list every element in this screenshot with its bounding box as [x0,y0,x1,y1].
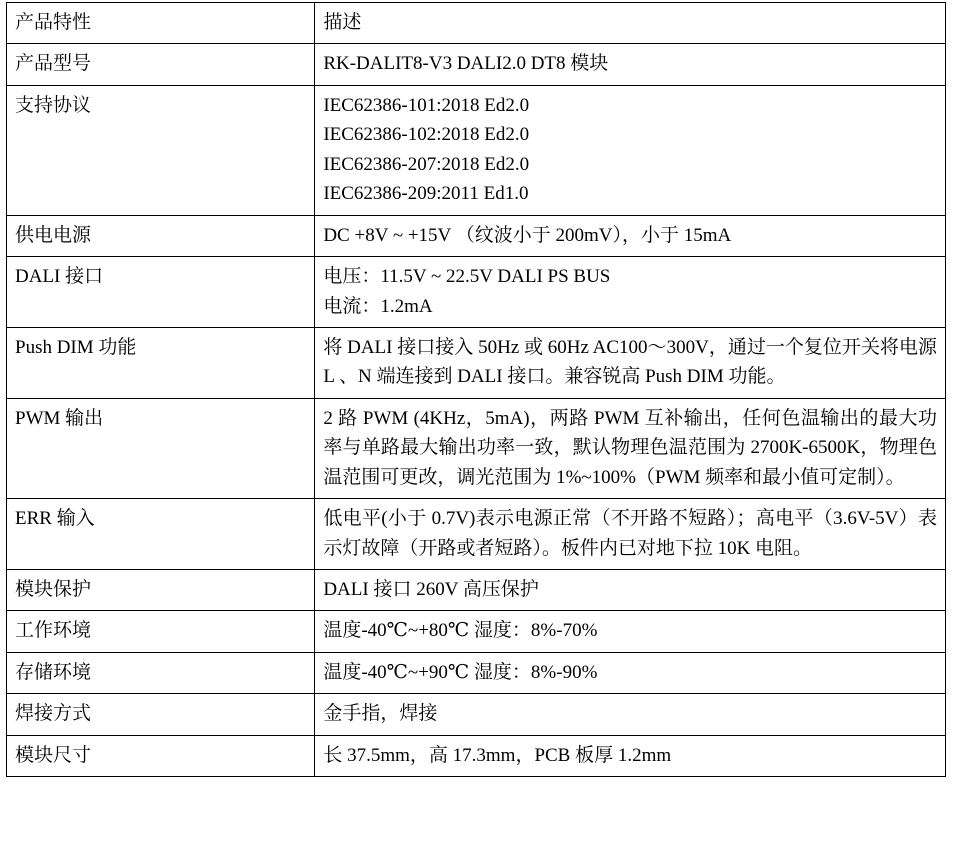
cell-feature: 存储环境 [7,652,315,693]
description-line: 温度-40℃~+90℃ 湿度：8%-90% [323,661,598,683]
table-row [7,327,946,398]
description-line: 温度-40℃~+80℃ 湿度：8%-70% [323,620,598,642]
table-row [7,570,946,611]
table-row [7,215,946,256]
cell-description [315,215,946,256]
table-row [7,735,946,776]
table-row [7,694,946,735]
cell-feature: PWM 输出 [7,398,315,498]
table-row [7,499,946,570]
cell-description [315,652,946,693]
cell-feature: 产品型号 [7,44,315,85]
table-row [7,611,946,652]
description-line: IEC62386-102:2018 Ed2.0 [323,124,530,146]
description-line: DC +8V ~ +15V （纹波小于 200mV），小于 15mA [323,224,732,246]
cell-feature: 模块尺寸 [7,735,315,776]
description-line: 电流：1.2mA [323,295,433,317]
description-line: IEC62386-207:2018 Ed2.0 [323,153,530,175]
description-line: RK-DALIT8-V3 DALI2.0 DT8 模块 [323,53,609,75]
cell-feature: DALI 接口 [7,257,315,328]
cell-feature: 工作环境 [7,611,315,652]
table-body [7,3,946,777]
table-row [7,257,946,328]
description-line: 2 路 PWM (4KHz，5mA)，两路 PWM 互补输出，任何色温输出的最大功率与单路最大输出功率一致，默认物理色温范围为 2700K-6500K，物理色温范围可更改，调光范围为 1%~100%（PWM 频率和最小值可定制）。 [323,407,937,488]
table-row [7,652,946,693]
cell-description [315,694,946,735]
cell-description [315,327,946,398]
cell-description [315,611,946,652]
cell-feature: ERR 输入 [7,499,315,570]
cell-feature: 供电电源 [7,215,315,256]
cell-description [315,499,946,570]
product-specification-table [6,2,946,777]
header-cell-feature: 产品特性 [7,3,315,44]
table-header-row [7,3,946,44]
cell-description [315,85,946,215]
cell-description [315,44,946,85]
description-line: 电压：11.5V ~ 22.5V DALI PS BUS [323,266,611,288]
cell-feature: 模块保护 [7,570,315,611]
cell-feature: Push DIM 功能 [7,327,315,398]
cell-description [315,398,946,498]
table-row [7,85,946,215]
description-line: IEC62386-101:2018 Ed2.0 [323,94,530,116]
description-line: IEC62386-209:2011 Ed1.0 [323,183,529,205]
cell-description [315,570,946,611]
cell-description [315,735,946,776]
cell-feature: 焊接方式 [7,694,315,735]
table-row [7,44,946,85]
description-line: 长 37.5mm，高 17.3mm，PCB 板厚 1.2mm [323,744,672,766]
cell-description [315,257,946,328]
description-line: DALI 接口 260V 高压保护 [323,579,539,600]
table-row [7,398,946,498]
description-line: 低电平(小于 0.7V)表示电源正常（不开路不短路）；高电平（3.6V-5V）表示灯故障（开路或者短路）。板件内已对地下拉 10K 电阻。 [323,508,937,559]
header-cell-description: 描述 [315,3,946,44]
cell-feature: 支持协议 [7,85,315,215]
description-line: 将 DALI 接口接入 50Hz 或 60Hz AC100～300V，通过一个复位开关将电源 L 、N 端连接到 DALI 接口。兼容锐高 Push DIM 功能。 [323,336,937,388]
description-line: 金手指，焊接 [323,703,438,725]
